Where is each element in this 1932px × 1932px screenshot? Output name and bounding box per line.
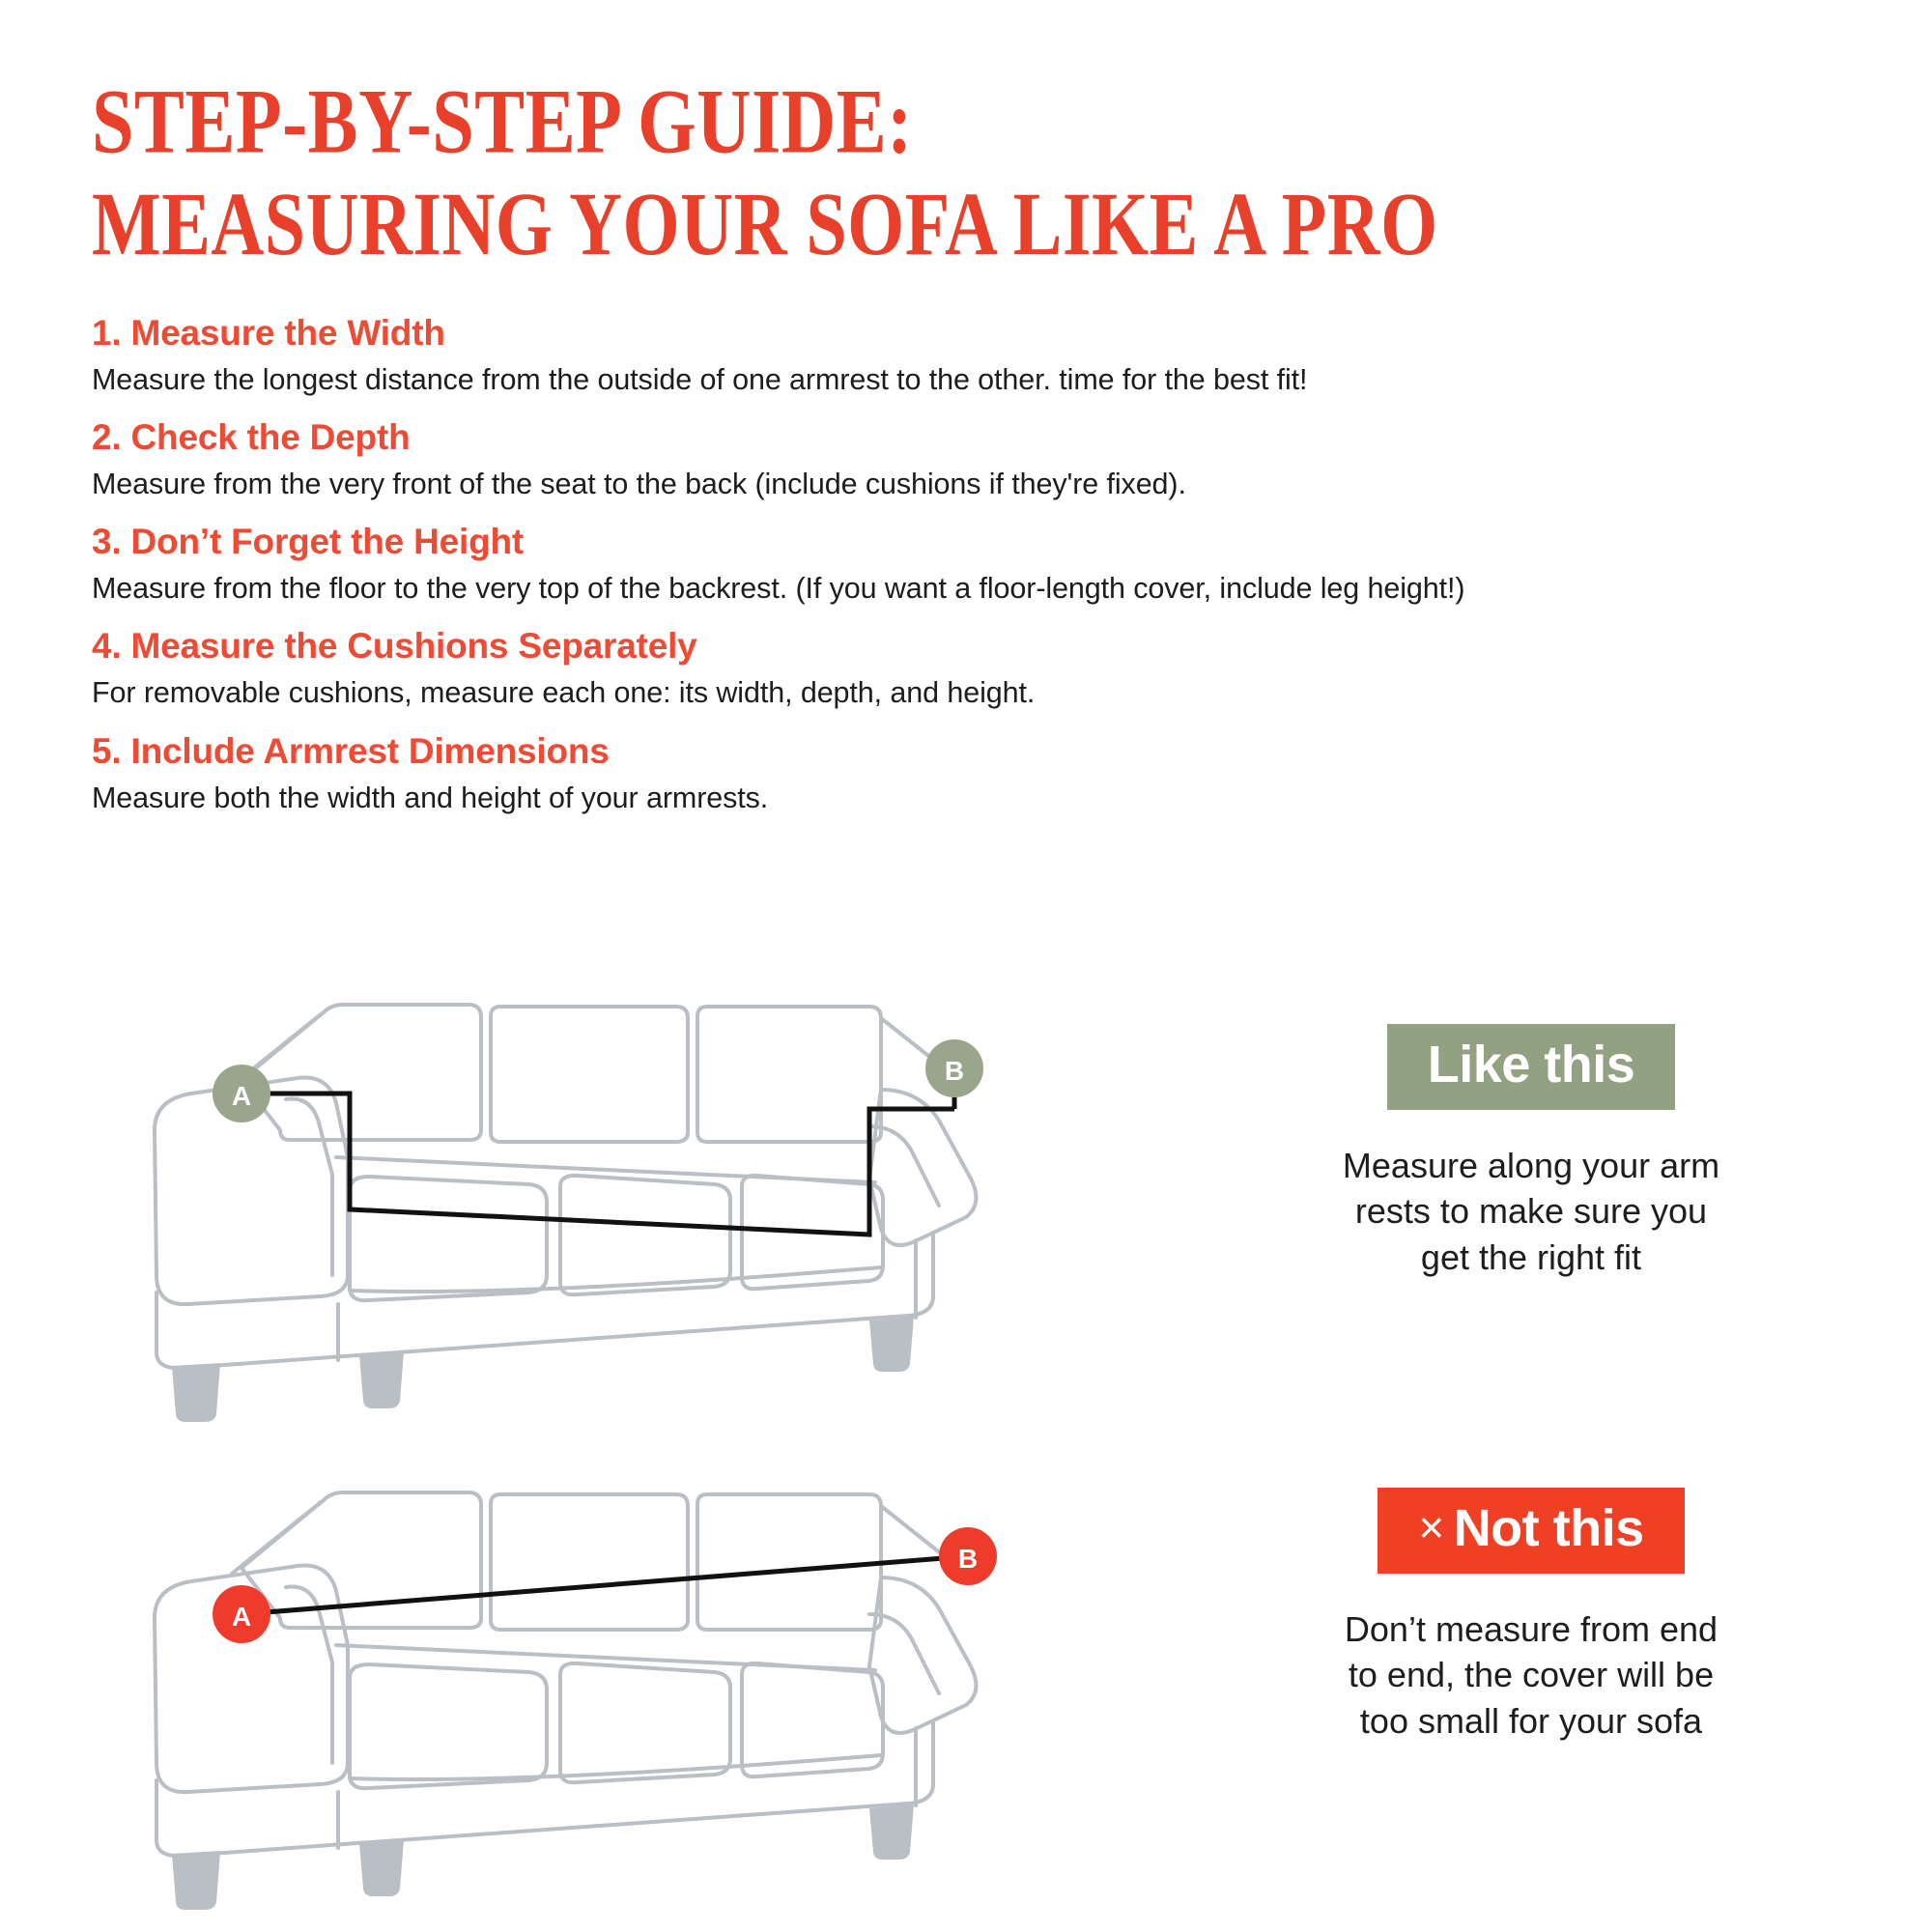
step-body-5: Measure both the width and height of your armrests.	[92, 781, 769, 814]
like-this-text-line-3: get the right fit	[1420, 1236, 1642, 1277]
like-this-text	[1198, 1143, 1864, 1281]
correct-point-a-label: A	[231, 1081, 252, 1111]
incorrect-point-b-label: B	[957, 1544, 979, 1574]
not-this-text	[1198, 1606, 1864, 1745]
cross-icon: ×	[1418, 1502, 1444, 1552]
like-this-badge: Like this	[1387, 1024, 1676, 1110]
step-heading-1: 1. Measure the Width	[92, 313, 445, 353]
step-item	[92, 313, 1840, 398]
not-this-text-line-1: Don’t measure from end	[1344, 1608, 1719, 1649]
step-item	[92, 626, 1840, 711]
title-line-2: MEASURING YOUR SOFA LIKE A PRO	[92, 175, 1438, 274]
page-title	[92, 0, 1840, 274]
like-this-text-line-1: Measure along your arm	[1342, 1145, 1720, 1185]
step-body-1: Measure the longest distance from the outside of one armrest to the other. time for the best fit!	[92, 363, 1308, 396]
sofa-diagrams	[97, 985, 1159, 1922]
sofa-correct-svg	[97, 985, 1092, 1430]
step-item	[92, 522, 1840, 607]
step-heading-2: 2. Check the Depth	[92, 417, 411, 458]
not-this-badge-label: Not this	[1453, 1499, 1644, 1557]
title-line-1: STEP-BY-STEP GUIDE:	[92, 69, 913, 173]
step-item	[92, 731, 1840, 816]
not-this-badge	[1378, 1488, 1684, 1574]
sofa-incorrect-svg	[97, 1473, 1092, 1918]
step-body-3: Measure from the floor to the very top of the backrest. (If you want a floor-length cover, include leg height!)	[92, 572, 1465, 606]
incorrect-point-a-label: A	[231, 1602, 252, 1632]
like-this-text-line-2: rests to make sure you	[1354, 1191, 1708, 1232]
step-heading-4: 4. Measure the Cushions Separately	[92, 626, 697, 667]
step-body-2: Measure from the very front of the seat to the back (include cushions if they're fixed).	[92, 468, 1186, 501]
not-this-text-line-2: to end, the cover will be	[1348, 1655, 1715, 1695]
correct-point-b-label: B	[944, 1056, 965, 1086]
callout-like-this	[1198, 1024, 1864, 1280]
callout-not-this	[1198, 1488, 1864, 1744]
sofa-diagram-incorrect	[97, 1473, 1159, 1922]
steps-list	[92, 313, 1840, 816]
step-heading-3: 3. Don’t Forget the Height	[92, 522, 525, 562]
not-this-text-line-3: too small for your sofa	[1359, 1700, 1703, 1741]
illustration-section	[0, 985, 1932, 1932]
sofa-diagram-correct	[97, 985, 1159, 1435]
step-body-4: For removable cushions, measure each one: its width, depth, and height.	[92, 676, 1036, 710]
step-item	[92, 417, 1840, 502]
step-heading-5: 5. Include Armrest Dimensions	[92, 730, 610, 771]
